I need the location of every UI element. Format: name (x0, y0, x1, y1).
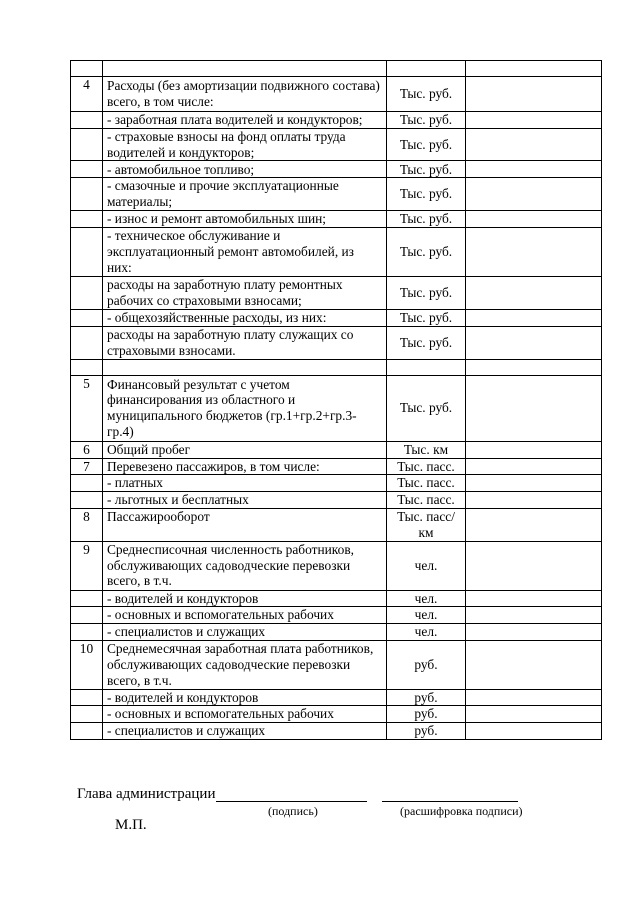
table-row (71, 541, 602, 590)
row-name: - платных (103, 475, 387, 492)
table-row (71, 689, 602, 706)
row-number (71, 227, 103, 276)
row-value (466, 706, 602, 723)
row-unit: Тыс. руб. (387, 210, 466, 227)
row-number (71, 590, 103, 607)
row-unit: руб. (387, 706, 466, 723)
row-name: - водителей и кондукторов (103, 590, 387, 607)
row-unit: руб. (387, 723, 466, 740)
row-number (71, 723, 103, 740)
row-name: - износ и ремонт автомобильных шин; (103, 210, 387, 227)
row-name: - основных и вспомогательных рабочих (103, 607, 387, 624)
row-value (466, 541, 602, 590)
table-row (71, 326, 602, 359)
signature-head-label: Глава администрации (77, 786, 216, 802)
row-value (466, 161, 602, 178)
stamp-label: М.П. (115, 817, 147, 833)
table-row (71, 227, 602, 276)
row-number (71, 491, 103, 508)
row-value (466, 590, 602, 607)
row-name: - техническое обслуживание и эксплуатационный ремонт автомобилей, из них: (103, 227, 387, 276)
row-unit: чел. (387, 607, 466, 624)
row-number (71, 624, 103, 641)
row-name: Финансовый результат с учетом финансирования из областного и муниципального бюджетов (гр.1+гр.2+гр.3-гр.4) (103, 375, 387, 441)
row-unit: чел. (387, 541, 466, 590)
row-unit: Тыс. руб. (387, 77, 466, 112)
row-name: - льготных и бесплатных (103, 491, 387, 508)
row-name: Пассажирооборот (103, 508, 387, 541)
row-value (466, 77, 602, 112)
row-unit: Тыс. пасс. (387, 475, 466, 492)
signature-caption: (подпись) (268, 804, 318, 818)
table-row (71, 508, 602, 541)
row-unit: Тыс. пасс. (387, 458, 466, 475)
table-row (71, 640, 602, 689)
table-row (71, 375, 602, 441)
table-row (71, 706, 602, 723)
row-value (466, 326, 602, 359)
row-number (71, 359, 103, 375)
row-name (103, 359, 387, 375)
row-value (466, 458, 602, 475)
table-row (71, 210, 602, 227)
row-number: 9 (71, 541, 103, 590)
row-name: расходы на заработную плату служащих со страховыми взносами. (103, 326, 387, 359)
row-name: - водителей и кондукторов (103, 689, 387, 706)
table-row (71, 161, 602, 178)
row-name: расходы на заработную плату ремонтных рабочих со страховыми взносами; (103, 276, 387, 309)
table-row (71, 458, 602, 475)
table-row (71, 441, 602, 458)
row-name: - специалистов и служащих (103, 723, 387, 740)
row-unit (387, 61, 466, 77)
row-value (466, 607, 602, 624)
row-value (466, 491, 602, 508)
row-value (466, 624, 602, 641)
row-number (71, 309, 103, 326)
row-unit: чел. (387, 590, 466, 607)
row-unit: Тыс. пасс/км (387, 508, 466, 541)
row-name: Расходы (без амортизации подвижного состава) всего, в том числе: (103, 77, 387, 112)
table-row (71, 276, 602, 309)
row-value (466, 178, 602, 210)
row-value (466, 227, 602, 276)
row-name: - автомобильное топливо; (103, 161, 387, 178)
row-value (466, 375, 602, 441)
row-value (466, 129, 602, 161)
row-name (103, 61, 387, 77)
row-value (466, 475, 602, 492)
row-number (71, 276, 103, 309)
row-name: - общехозяйственные расходы, из них: (103, 309, 387, 326)
row-name: - смазочные и прочие эксплуатационные материалы; (103, 178, 387, 210)
row-value (466, 689, 602, 706)
row-name: Среднесписочная численность работников, обслуживающих садоводческие перевозки всего, в т.ч. (103, 541, 387, 590)
row-number: 8 (71, 508, 103, 541)
table-row (71, 590, 602, 607)
row-name: - основных и вспомогательных рабочих (103, 706, 387, 723)
row-unit: Тыс. руб. (387, 309, 466, 326)
row-number (71, 475, 103, 492)
row-name: - страховые взносы на фонд оплаты труда водителей и кондукторов; (103, 129, 387, 161)
row-unit: Тыс. пасс. (387, 491, 466, 508)
table-row (71, 607, 602, 624)
row-value (466, 309, 602, 326)
table-row (71, 723, 602, 740)
row-value (466, 61, 602, 77)
row-number: 7 (71, 458, 103, 475)
row-unit: Тыс. руб. (387, 112, 466, 129)
signature-decode-caption: (расшифровка подписи) (400, 804, 523, 818)
row-unit: Тыс. км (387, 441, 466, 458)
table-row (71, 77, 602, 112)
row-unit: Тыс. руб. (387, 375, 466, 441)
row-unit: Тыс. руб. (387, 276, 466, 309)
row-name: Перевезено пассажиров, в том числе: (103, 458, 387, 475)
table-row (71, 129, 602, 161)
row-number: 4 (71, 77, 103, 112)
row-unit: чел. (387, 624, 466, 641)
row-number (71, 129, 103, 161)
row-unit: руб. (387, 640, 466, 689)
row-name: - заработная плата водителей и кондукторов; (103, 112, 387, 129)
row-value (466, 210, 602, 227)
row-value (466, 359, 602, 375)
row-unit: Тыс. руб. (387, 129, 466, 161)
row-value (466, 276, 602, 309)
row-value (466, 723, 602, 740)
signature-decode-line (382, 801, 518, 802)
row-unit: Тыс. руб. (387, 161, 466, 178)
table-row (71, 359, 602, 375)
row-unit: Тыс. руб. (387, 178, 466, 210)
row-unit: Тыс. руб. (387, 326, 466, 359)
row-number: 10 (71, 640, 103, 689)
row-value (466, 441, 602, 458)
row-unit: Тыс. руб. (387, 227, 466, 276)
table-row (71, 178, 602, 210)
table-row (71, 112, 602, 129)
row-number (71, 61, 103, 77)
row-number: 5 (71, 375, 103, 441)
row-number (71, 112, 103, 129)
table-row (71, 309, 602, 326)
row-name: - специалистов и служащих (103, 624, 387, 641)
row-number (71, 178, 103, 210)
table-row (71, 61, 602, 77)
table-row (71, 491, 602, 508)
row-value (466, 640, 602, 689)
table-row (71, 624, 602, 641)
row-value (466, 112, 602, 129)
report-table-body (71, 61, 602, 740)
row-unit: руб. (387, 689, 466, 706)
row-number: 6 (71, 441, 103, 458)
row-name: Среднемесячная заработная плата работников, обслуживающих садоводческие перевозки всего, в т.ч. (103, 640, 387, 689)
row-number (71, 326, 103, 359)
row-number (71, 689, 103, 706)
row-number (71, 210, 103, 227)
table-row (71, 475, 602, 492)
row-number (71, 161, 103, 178)
signature-line (216, 801, 367, 802)
report-table (70, 60, 602, 740)
row-value (466, 508, 602, 541)
row-number (71, 607, 103, 624)
row-unit (387, 359, 466, 375)
row-number (71, 706, 103, 723)
row-name: Общий пробег (103, 441, 387, 458)
